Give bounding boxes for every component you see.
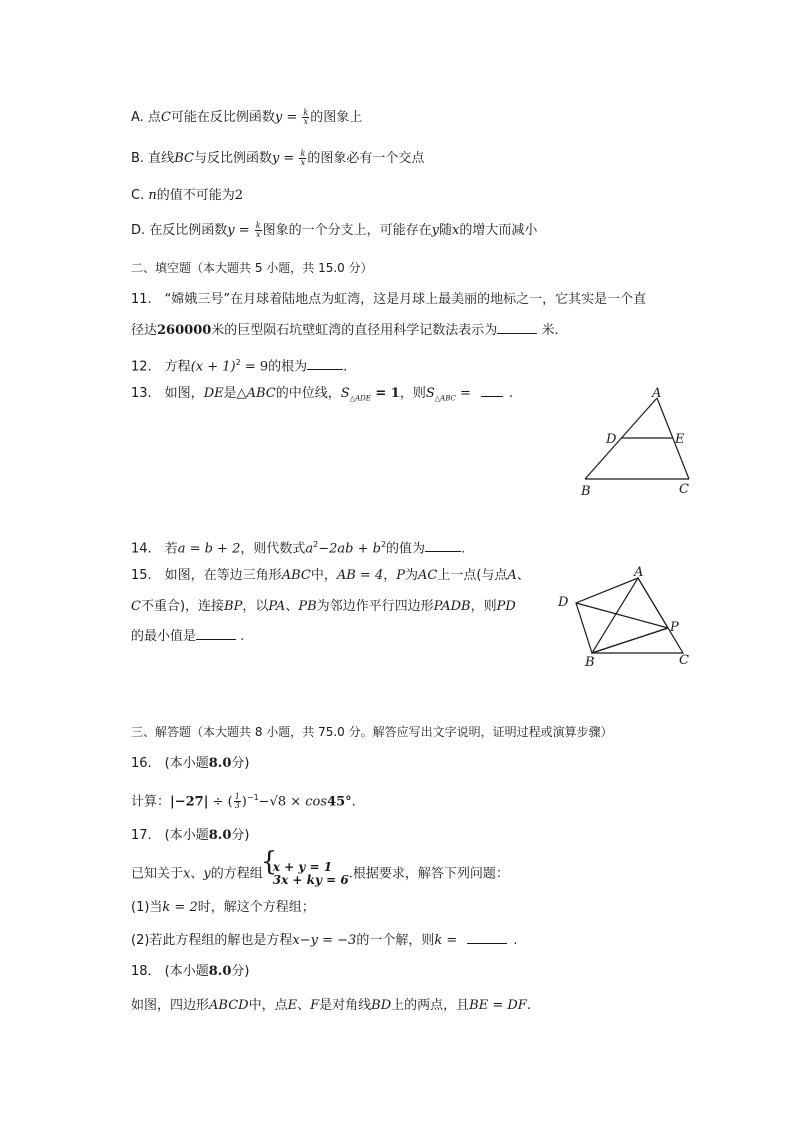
triangle-abc: △ABC: [236, 386, 276, 401]
fraction-one-third: $\frac{1}{3}$: [234, 792, 240, 811]
option-c-prefix: C.: [131, 188, 149, 203]
label-e: E: [675, 432, 685, 447]
option-d-text: 图象的一个分支上，可能存在: [262, 223, 432, 238]
question-15-line-1: 15. 如图，在等边三角形ABC中，AB = 4，P为AC上一点(与点A、: [131, 568, 530, 583]
var-bc: BC: [174, 151, 194, 166]
question-16-head: 16. (本小题8.0分): [131, 756, 250, 771]
option-d-prefix: D. 在反比例函数: [131, 223, 228, 238]
answer-blank[interactable]: [196, 627, 236, 640]
option-d-suffix: 的增大而减小: [459, 223, 538, 238]
answer-blank[interactable]: [467, 931, 507, 944]
equation-system: { x + y = 1 3x + ky = 6: [263, 861, 349, 887]
question-18-body: 如图，四边形ABCD中，点E、F是对角线BD上的两点，且BE = DF.: [131, 998, 531, 1013]
segment-bp: [592, 628, 668, 653]
question-14: 14. 若a = b + 2，则代数式$a^2-2ab + b^2$的值为 .: [131, 540, 466, 557]
question-16-body: 计算：|−27| ÷ ( $\frac{1}{3}$ )$^{-1}$−√8 × cos45°.: [131, 792, 356, 811]
func-lhs: y =: [227, 223, 254, 238]
func-lhs: y =: [274, 110, 302, 125]
answer-blank[interactable]: [481, 384, 503, 397]
option-a-text: 可能在反比例函数: [170, 110, 275, 125]
segment-de: DE: [203, 386, 224, 401]
figure-15-parallelogram: [555, 565, 695, 670]
condition: a = b + 2: [177, 541, 241, 557]
answer-blank[interactable]: [307, 357, 343, 370]
question-15-line-2: C不重合)，连接BP，以PA、PB为邻边作平行四边形PADB，则PD: [131, 599, 516, 614]
var-n: n: [148, 188, 157, 203]
label-b: B: [585, 655, 595, 670]
var-x: x: [452, 223, 460, 238]
label-d: D: [606, 432, 617, 447]
label-b: B: [581, 484, 591, 499]
label-c: C: [679, 653, 689, 668]
number-260000: 260000: [157, 323, 212, 338]
section-title-answer: 三、解答题（本大题共 8 小题，共 75.0 分。解答应写出文字说明，证明过程或演算步骤）: [131, 725, 613, 739]
question-11-line-2: 径达260000米的巨型陨石坑壁虹湾的直径用科学记数法表示为 米.: [131, 323, 559, 338]
option-c-text: 的值不可能为: [156, 188, 235, 203]
var-y: y: [431, 223, 440, 238]
question-17-part-2: (2)若此方程组的解也是方程x−y = −3的一个解，则k = .: [131, 933, 518, 948]
option-c: [131, 186, 243, 206]
option-a-suffix: 的图象上: [310, 110, 363, 125]
func-lhs: y =: [271, 151, 299, 166]
fraction-k-over-x: $\frac{k}{x}$: [255, 221, 261, 239]
option-b-prefix: B. 直线: [131, 151, 175, 166]
option-a: [131, 108, 362, 128]
answer-blank[interactable]: [425, 539, 461, 552]
option-a-prefix: A. 点: [131, 110, 161, 125]
segment-pd: [576, 603, 668, 628]
figure-13-triangle: [575, 385, 700, 500]
option-d: D. 在反比例函数y = $\frac{k}{x}$ 图象的一个分支上，可能存在y随x的增大而减小: [131, 221, 538, 239]
option-b-text: 与反比例函数: [193, 151, 272, 166]
var-c: C: [160, 110, 171, 125]
option-b-suffix: 的图象必有一个交点: [307, 151, 425, 166]
num-2: 2: [234, 188, 244, 203]
section-title-fill-in: 二、填空题（本大题共 5 小题，共 15.0 分）: [131, 261, 373, 275]
question-13: 13. 如图，DE是△ABC的中位线，$S_{\triangle ADE} = 1$，则$S_{\triangle ABC}$ = .: [131, 386, 514, 403]
question-11-line-1: 11. “嫦娥三号”在月球着陆地点为虹湾，这是月球上最美丽的地标之一，它其实是一个直: [131, 292, 647, 307]
option-b: [131, 149, 424, 169]
label-p: P: [670, 620, 679, 635]
label-c: C: [679, 482, 689, 497]
question-17-head: 17. (本小题8.0分): [131, 828, 250, 843]
question-17-intro: 已知关于x、y的方程组 { x + y = 1 3x + ky = 6 .根据要求，解答下列问题：: [131, 861, 509, 887]
fraction-k-over-x: $\frac{k}{x}$: [300, 149, 306, 167]
triangle-abc: [592, 578, 683, 653]
question-17-part-1: (1)当k = 2时，解这个方程组；: [131, 900, 315, 915]
equation-lhs: (x + 1): [190, 359, 236, 375]
label-a: A: [634, 565, 644, 580]
question-15-line-3: 的最小值是 .: [131, 629, 245, 644]
question-12: 12. 方程$(x + 1)^2 = 9$的根为 .: [131, 358, 348, 375]
label-a: A: [652, 386, 662, 401]
question-18-head: 18. (本小题8.0分): [131, 964, 250, 979]
label-d: D: [558, 595, 569, 610]
fraction-k-over-x: $\frac{k}{x}$: [303, 108, 309, 126]
answer-blank[interactable]: [497, 321, 537, 334]
